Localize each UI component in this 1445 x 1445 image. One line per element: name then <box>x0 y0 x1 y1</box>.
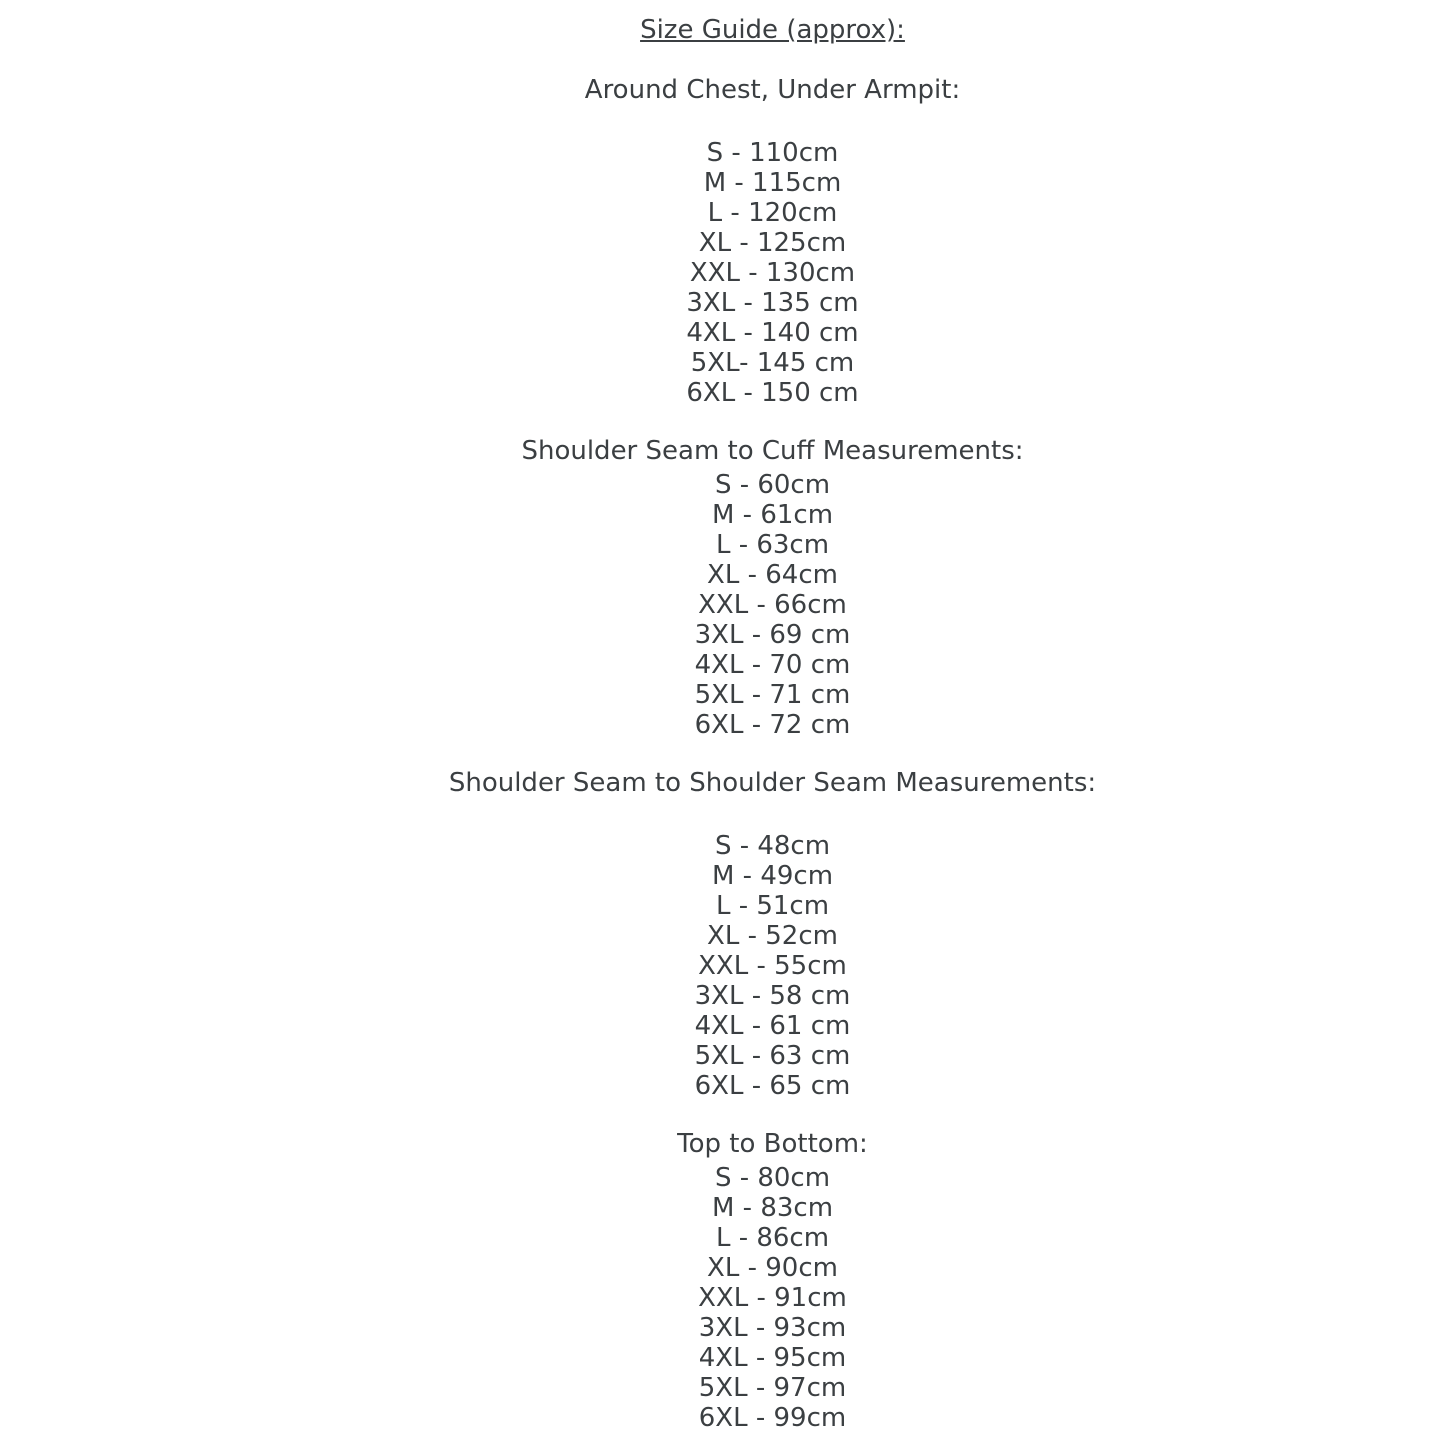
size-row: 6XL - 65 cm <box>694 1071 851 1101</box>
section-heading-shoulder-to-shoulder: Shoulder Seam to Shoulder Seam Measurements: <box>448 768 1097 798</box>
size-row: XL - 125cm <box>698 228 847 258</box>
size-guide-document <box>100 0 1445 1433</box>
size-list-around-chest <box>100 138 1445 408</box>
size-row: 5XL - 63 cm <box>694 1041 851 1071</box>
size-row: 4XL - 61 cm <box>694 1011 851 1041</box>
size-list-shoulder-to-shoulder <box>100 831 1445 1101</box>
size-guide-title: Size Guide (approx): <box>640 15 905 45</box>
size-row: S - 110cm <box>706 138 839 168</box>
size-row: S - 48cm <box>714 831 831 861</box>
size-row: 5XL- 145 cm <box>690 348 855 378</box>
size-row: L - 51cm <box>715 891 830 921</box>
size-row: XL - 52cm <box>707 921 838 951</box>
size-row: M - 49cm <box>711 861 834 891</box>
size-row: 3XL - 69 cm <box>694 620 851 650</box>
size-row: XXL - 91cm <box>698 1283 847 1313</box>
size-row: XL - 90cm <box>707 1253 838 1283</box>
size-row: 3XL - 58 cm <box>694 981 851 1011</box>
size-row: 4XL - 70 cm <box>694 650 851 680</box>
size-row: 3XL - 135 cm <box>686 288 859 318</box>
size-row: 6XL - 99cm <box>698 1403 847 1433</box>
size-list-top-to-bottom <box>100 1163 1445 1433</box>
size-row: M - 83cm <box>711 1193 834 1223</box>
size-row: 3XL - 93cm <box>698 1313 847 1343</box>
size-row: 5XL - 71 cm <box>694 680 851 710</box>
size-list-shoulder-to-cuff <box>100 470 1445 740</box>
size-row: 6XL - 150 cm <box>686 378 859 408</box>
size-row: L - 120cm <box>707 198 838 228</box>
size-row: 4XL - 95cm <box>698 1343 847 1373</box>
size-row: 6XL - 72 cm <box>694 710 851 740</box>
section-heading-shoulder-to-cuff: Shoulder Seam to Cuff Measurements: <box>521 436 1024 466</box>
size-row: M - 115cm <box>703 168 842 198</box>
size-row: S - 80cm <box>714 1163 831 1193</box>
size-row: 4XL - 140 cm <box>686 318 859 348</box>
size-row: S - 60cm <box>714 470 831 500</box>
size-row: XXL - 66cm <box>698 590 847 620</box>
size-row: XXL - 130cm <box>689 258 856 288</box>
section-heading-around-chest: Around Chest, Under Armpit: <box>584 75 961 105</box>
size-row: 5XL - 97cm <box>698 1373 847 1403</box>
size-row: XXL - 55cm <box>698 951 847 981</box>
size-row: L - 63cm <box>715 530 830 560</box>
section-heading-top-to-bottom: Top to Bottom: <box>677 1129 868 1159</box>
size-row: M - 61cm <box>711 500 834 530</box>
size-row: XL - 64cm <box>707 560 838 590</box>
size-row: L - 86cm <box>715 1223 830 1253</box>
